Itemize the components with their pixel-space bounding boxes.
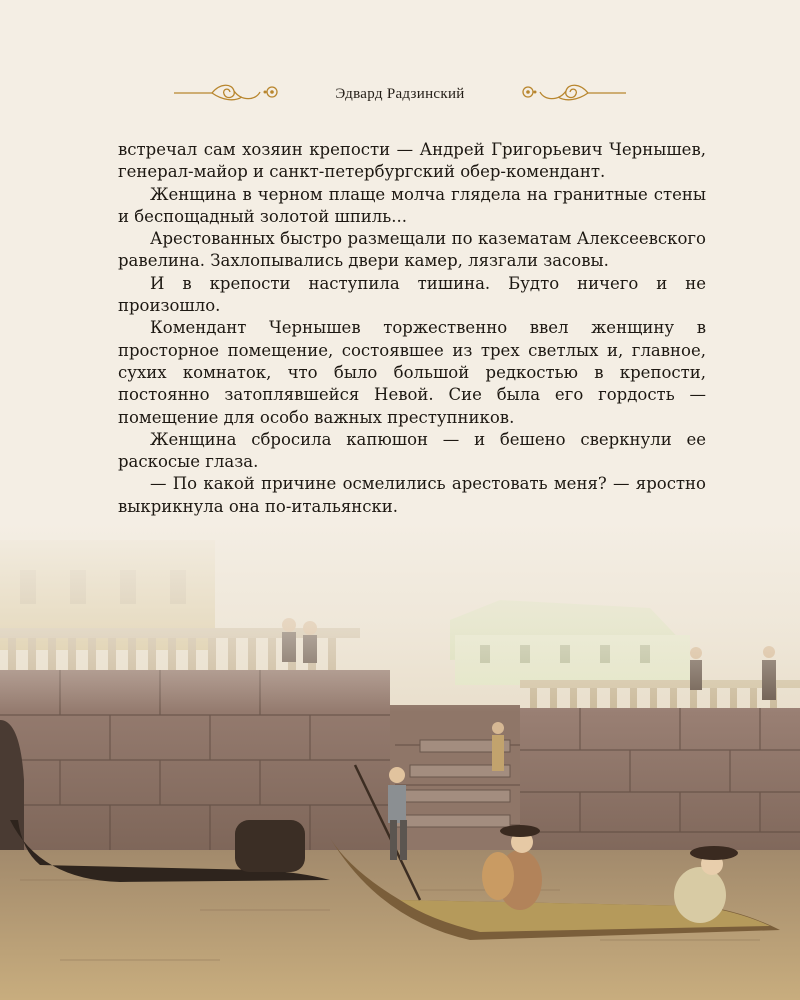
ornament-right-icon (518, 78, 628, 108)
paragraph: Женщина сбросила капюшон — и бешено сверкнули ее раскосые глаза. (118, 429, 706, 472)
embankment-illustration (0, 520, 800, 1000)
paragraph: — По какой причине осмелились арестовать меня? — яростно выкрикнула она по-итальянски. (118, 474, 706, 516)
paragraph: Арестованных быстро размещали по казематам Алексеевского равелина. Захлопывались двери камер, лязгали засовы. (118, 229, 706, 271)
paragraph: встречал сам хозяин крепости — Андрей Григорьевич Чернышев, генерал-майор и санкт-петербургский обер-комендант. (118, 140, 706, 182)
paragraph: Комендант Чернышев торжественно ввел женщину в просторное помещение, состоявшее из трех светлых и, главное, сухих комнаток, что было большой редкостью в крепости, постоянно затоплявшейся Невой. Сие была его гордость — помещение для особо важных преступников. (118, 318, 706, 427)
author-name: Эдвард Радзинский (335, 86, 465, 102)
paragraph: И в крепости наступила тишина. Будто ничего и не произошло. (118, 273, 706, 316)
running-header (0, 78, 800, 114)
paragraph: Женщина в черном плаще молча глядела на гранитные стены и беспощадный золотой шпиль... (118, 184, 706, 226)
